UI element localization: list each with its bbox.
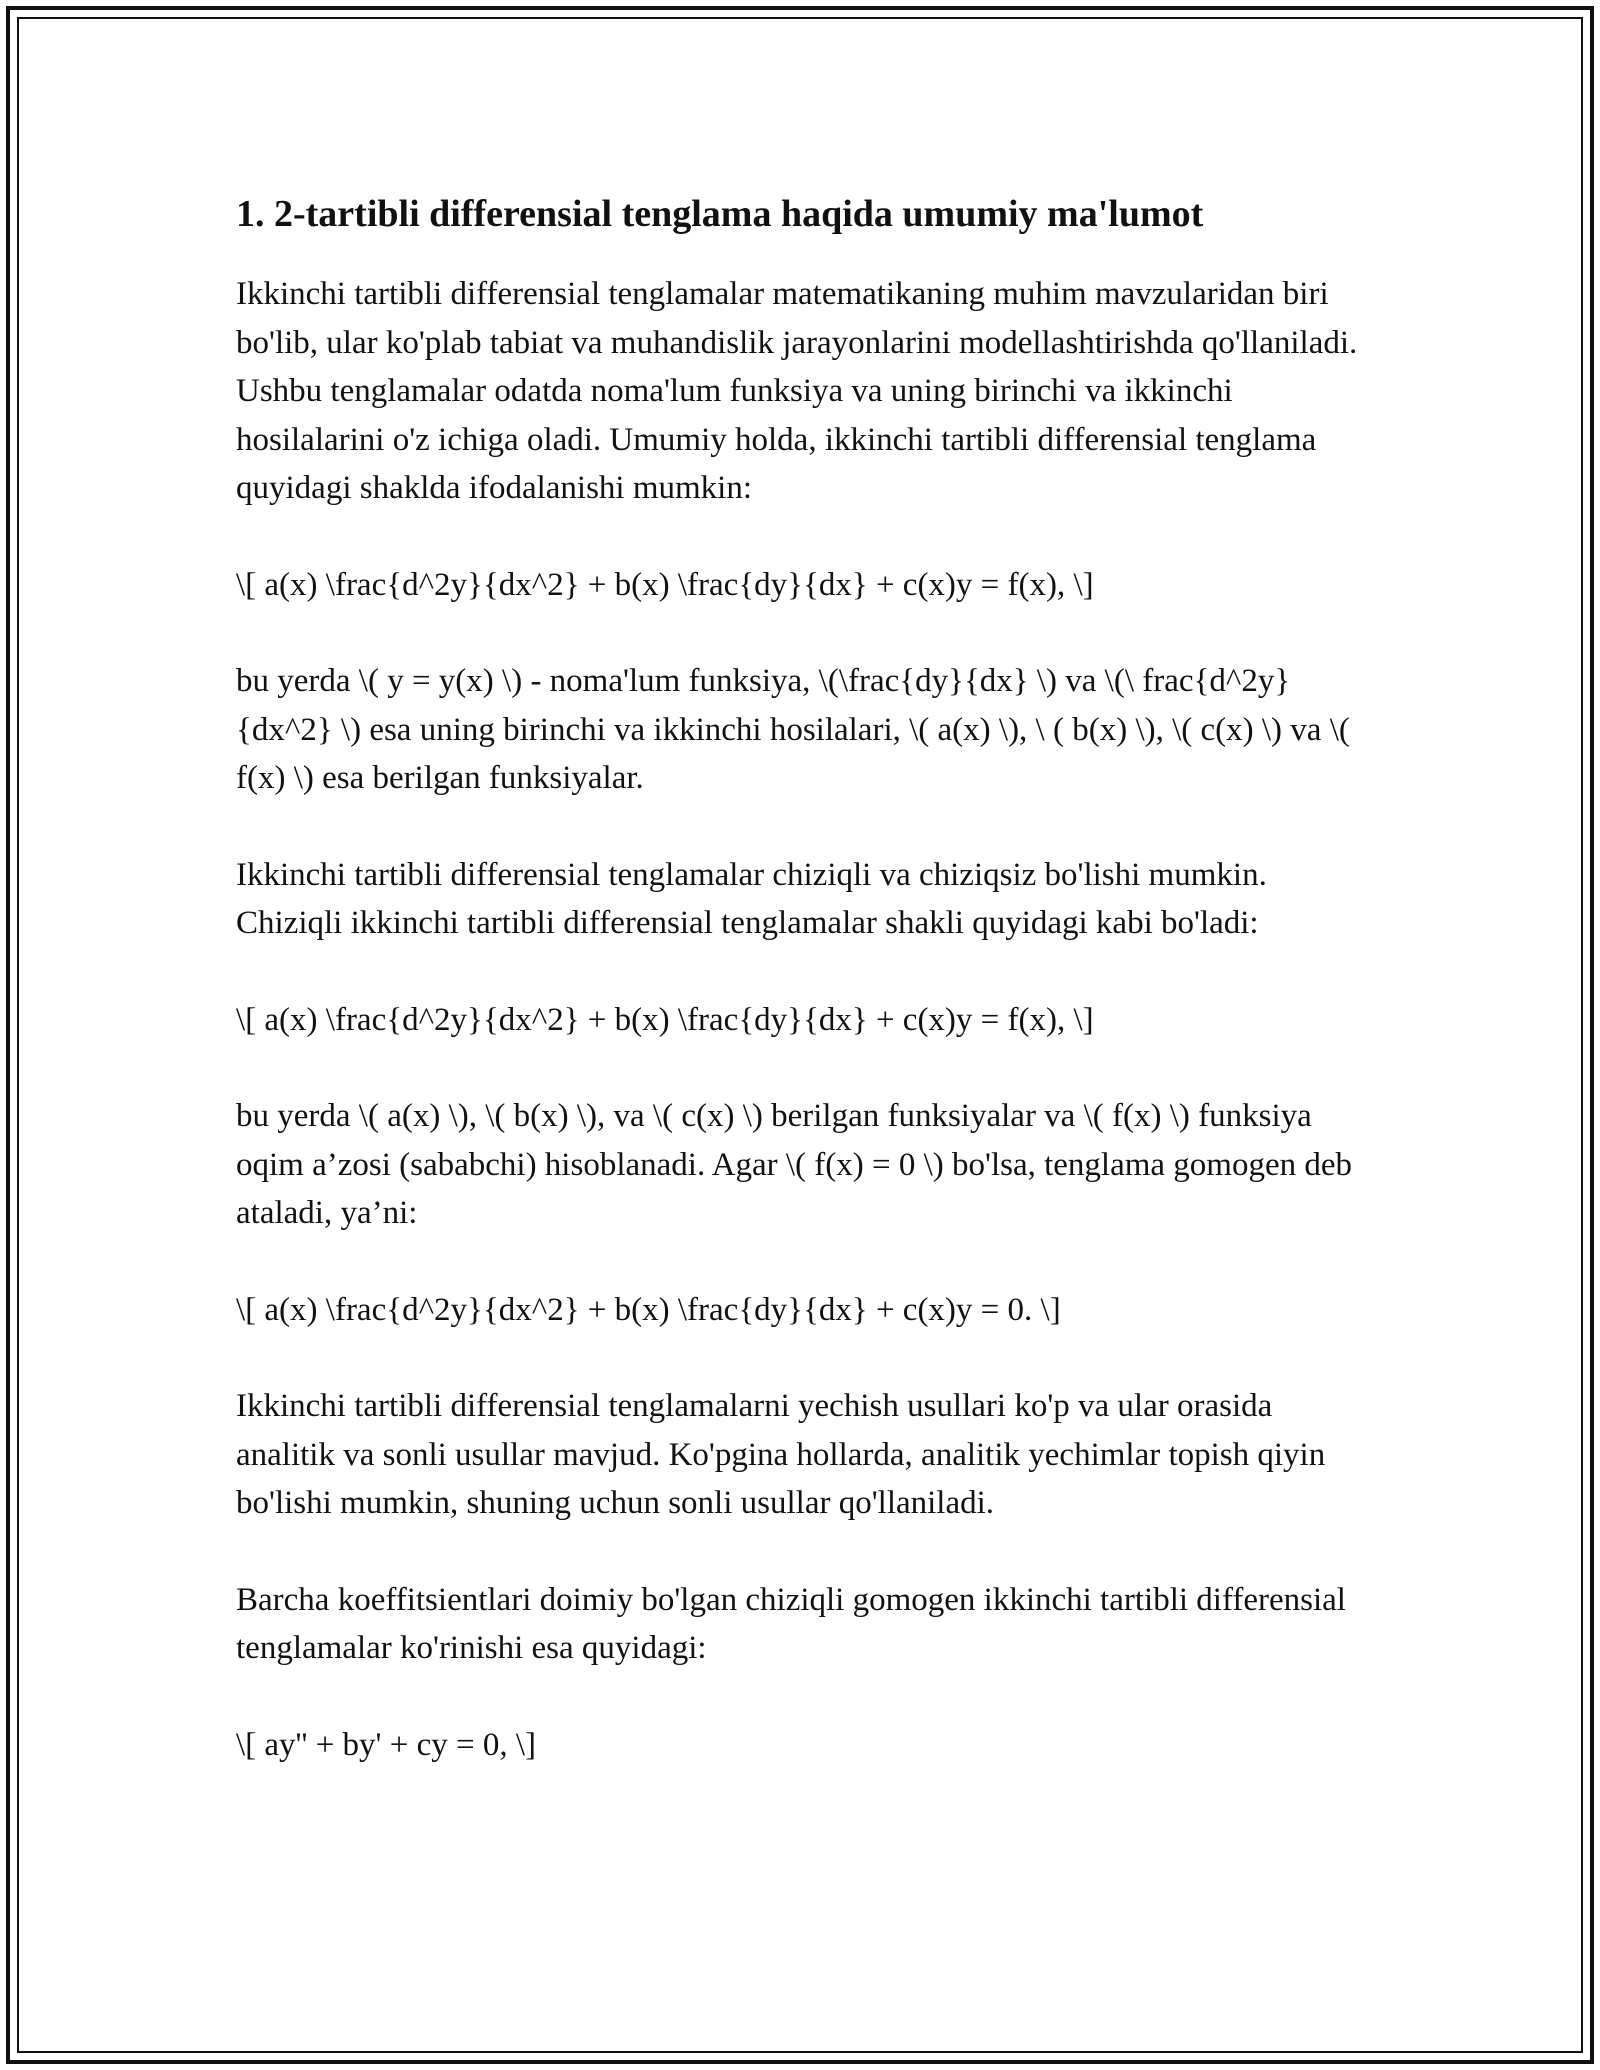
homogeneous-paragraph: bu yerda \( a(x) \), \( b(x) \), va \( c(x) \) berilgan funksiyalar va \( f(x) \) funksiya oqim a’zosi (sababchi) hisoblanadi. Agar \( f(x) = 0 \) bo'lsa, tenglama gomogen deb ataladi, ya’ni:	[236, 1098, 1353, 1231]
linear-nonlinear-paragraph: Ikkinchi tartibli differensial tenglamalar chiziqli va chiziqsiz bo'lishi mumkin. Chiziqli ikkinchi tartibli differensial tenglamalar shakli quyidagi kabi bo'ladi:	[236, 856, 1267, 941]
constant-coefficients-paragraph: Barcha koeffitsientlari doimiy bo'lgan chiziqli gomogen ikkinchi tartibli differensial tenglamalar ko'rinishi esa quyidagi:	[236, 1581, 1346, 1666]
constant-coefficients-equation: \[ ay'' + by' + cy = 0, \]	[236, 1726, 537, 1763]
section-heading: 1. 2-tartibli differensial tenglama haqida umumiy ma'lumot	[236, 193, 1204, 235]
intro-paragraph: Ikkinchi tartibli differensial tenglamalar matematikaning muhim mavzularidan biri bo'lib, ular ko'plab tabiat va muhandislik jarayonlarini modellashtirishda qo'llaniladi. Ushbu tenglamalar odatda noma'lum funksiya va uning birinchi va ikkinchi hosilalarini o'z ichiga oladi. Umumiy holda, ikkinchi tartibli differensial tenglama quyidagi shaklda ifodalanishi mumkin:	[236, 276, 1358, 506]
linear-equation: \[ a(x) \frac{d^2y}{dx^2} + b(x) \frac{dy}{dx} + c(x)y = f(x), \]	[236, 1001, 1094, 1038]
general-equation: \[ a(x) \frac{d^2y}{dx^2} + b(x) \frac{dy}{dx} + c(x)y = f(x), \]	[236, 566, 1094, 603]
homogeneous-equation: \[ a(x) \frac{d^2y}{dx^2} + b(x) \frac{dy}{dx} + c(x)y = 0. \]	[236, 1291, 1061, 1328]
notation-paragraph: bu yerda \( y = y(x) \) - noma'lum funksiya, \(\frac{dy}{dx} \) va \(\ frac{d^2y}{dx^2} \) esa uning birinchi va ikkinchi hosilalari, \( a(x) \), \ ( b(x) \), \( c(x) \) va \( f(x) \) esa berilgan funksiyalar.	[236, 663, 1350, 796]
document-body	[236, 186, 1366, 1817]
solution-methods-paragraph: Ikkinchi tartibli differensial tenglamalarni yechish usullari ko'p va ular orasida analitik va sonli usullar mavjud. Ko'pgina hollarda, analitik yechimlar topish qiyin bo'lishi mumkin, shuning uchun sonli usullar qo'llaniladi.	[236, 1388, 1326, 1521]
